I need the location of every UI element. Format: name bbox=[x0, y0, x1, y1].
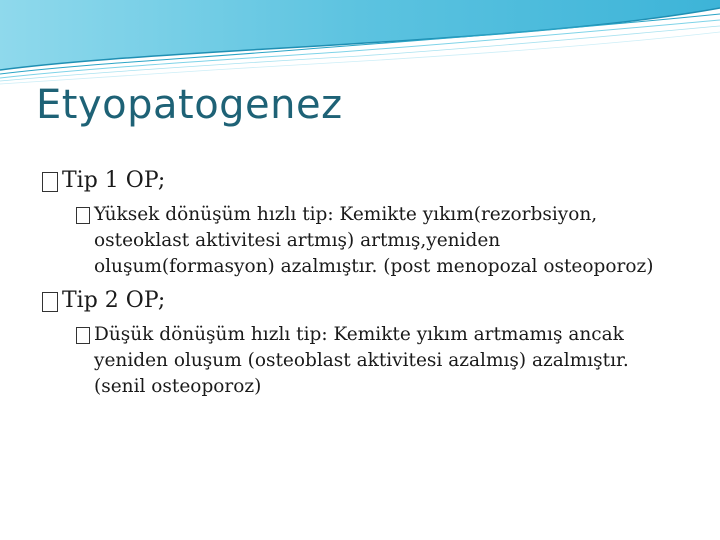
sub-list-item-text: Düşük dönüşüm hızlı tip: Kemikte yıkım artmamış ancak yeniden oluşum (osteoblast aktivitesi azalmış) azalmıştır. (senil osteoporoz) bbox=[94, 324, 629, 397]
missing-glyph-box-icon bbox=[76, 207, 90, 224]
list-item-tip1 bbox=[42, 166, 682, 196]
sub-list-item-tip2 bbox=[76, 322, 682, 400]
list-item-label: Tip 2 OP; bbox=[62, 288, 166, 313]
sub-list-item-tip1 bbox=[76, 202, 682, 280]
list-item-label: Tip 1 OP; bbox=[62, 168, 166, 193]
missing-glyph-box-icon bbox=[42, 172, 58, 192]
list-item-tip2 bbox=[42, 286, 682, 316]
missing-glyph-box-icon bbox=[42, 292, 58, 312]
header-wave-decoration bbox=[0, 0, 720, 90]
slide-content bbox=[42, 166, 682, 406]
slide-title: Etyopatogenez bbox=[36, 82, 343, 128]
missing-glyph-box-icon bbox=[76, 327, 90, 344]
sub-list-item-text: Yüksek dönüşüm hızlı tip: Kemikte yıkım(rezorbsiyon, osteoklast aktivitesi artmış) artmış,yeniden oluşum(formasyon) azalmıştır. (post menopozal osteoporoz) bbox=[94, 204, 654, 277]
